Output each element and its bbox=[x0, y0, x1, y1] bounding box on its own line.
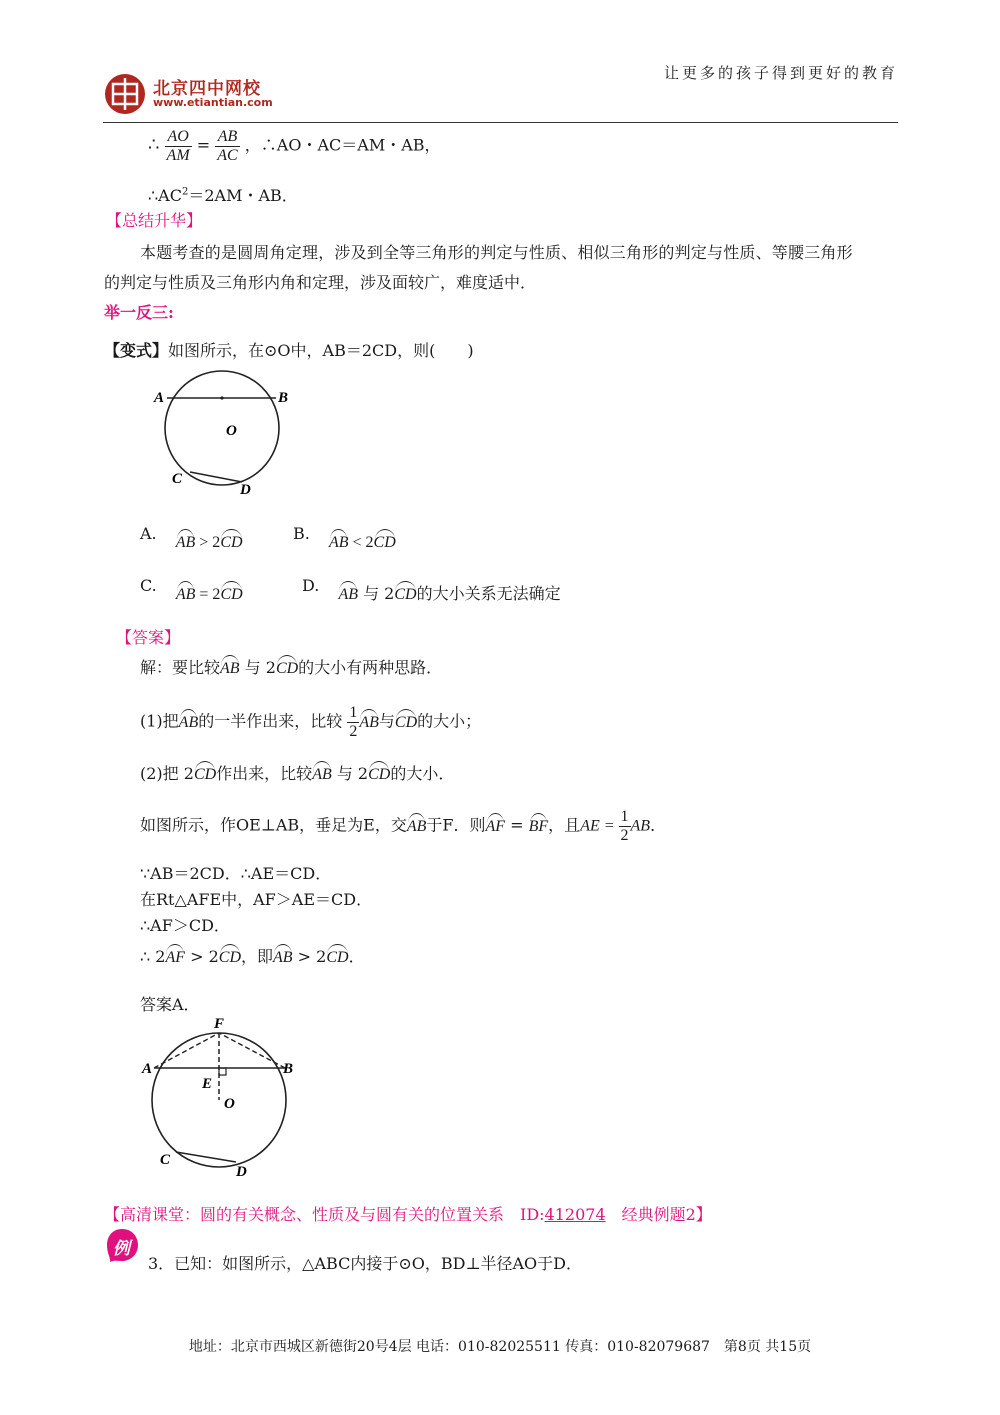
segment-af bbox=[154, 1033, 219, 1068]
example-text: 3．已知：如图所示，△ABC内接于⊙O，BD⊥半径AO于D． bbox=[148, 1254, 582, 1273]
label-c: C bbox=[172, 471, 183, 487]
label-a: A bbox=[154, 390, 165, 406]
answer-line1: 解：要比较AB 与 2CD的大小有两种思路． bbox=[140, 654, 442, 678]
option-d[interactable]: D. AB 与 2CD的大小关系无法确定 bbox=[302, 576, 561, 603]
header-logo bbox=[103, 72, 293, 117]
answer-line6: 在Rt△AFE中，AF＞AE＝CD． bbox=[140, 890, 373, 909]
label-d2: D bbox=[236, 1164, 247, 1180]
label-c2: C bbox=[160, 1152, 171, 1168]
answer-line8: ∴ 2AF > 2CD，即AB > 2CD． bbox=[140, 943, 365, 967]
summary-body-line1: 本题考查的是圆周角定理，涉及到全等三角形的判定与性质、相似三角形的判定与性质、等腰三角形 bbox=[140, 243, 853, 262]
logo-emblem-icon bbox=[103, 72, 147, 116]
proof-step-1: ∴ $\frac{AO}{AM}$ = $\frac{AB}{AC}$ ，∴AO・AC＝AM・AB， bbox=[148, 128, 441, 164]
fraction-ab-ac: $\frac{AB}{AC}$ bbox=[217, 128, 238, 164]
proof-step-2: $\therefore AC^2=2AM$・AB． bbox=[148, 186, 298, 205]
label-b2: B bbox=[283, 1061, 294, 1077]
footer-address: 地址：北京市西城区新德街20号4层 电话：010-82025511 传真：010-82079687 第8页 共15页 bbox=[188, 1339, 812, 1355]
circle-o bbox=[165, 371, 279, 485]
answer-final: 答案A． bbox=[140, 995, 200, 1014]
label-o2: O bbox=[224, 1096, 235, 1112]
label-b: B bbox=[278, 390, 289, 406]
answer-heading: 【答案】 bbox=[116, 628, 181, 647]
answer-line5: ∵AB＝2CD．∴AE＝CD． bbox=[140, 864, 332, 883]
option-b[interactable]: B. AB < 2CD bbox=[293, 524, 396, 551]
classroom-id-link[interactable]: 412074 bbox=[544, 1205, 606, 1224]
example-badge-icon: 例 bbox=[104, 1227, 140, 1263]
classroom-reference: 【高清课堂：圆的有关概念、性质及与圆有关的位置关系 ID:412074 经典例题2】 bbox=[104, 1205, 712, 1224]
option-c[interactable]: C. AB = 2CD bbox=[140, 576, 243, 603]
chord-cd bbox=[190, 472, 242, 482]
header-divider bbox=[103, 122, 898, 123]
answer-line4: 如图所示，作OE⊥AB，垂足为E，交AB于F．则AF = BF，且AE = $\frac{1}{2}$ AB． bbox=[140, 808, 667, 844]
label-o: O bbox=[226, 423, 237, 439]
answer-line2: (1)把AB的一半作出来，比较 $\frac{1}{2}$ AB与CD的大小； bbox=[140, 704, 482, 740]
label-a2: A bbox=[142, 1061, 153, 1077]
label-e2: E bbox=[202, 1076, 213, 1092]
logo-text: 北京四中网校 bbox=[153, 79, 261, 99]
summary-body-line2: 的判定与性质及三角形内角和定理，涉及面较广，难度适中． bbox=[104, 273, 537, 292]
label-f2: F bbox=[214, 1016, 225, 1032]
variant-question: 【变式】如图所示，在⊙O中，AB＝2CD，则( ) bbox=[104, 341, 474, 360]
segment-bf bbox=[219, 1033, 285, 1068]
label-d: D bbox=[240, 482, 251, 498]
right-angle-mark bbox=[219, 1068, 226, 1075]
figure-circle-1 bbox=[150, 365, 300, 500]
header-slogan: 让更多的孩子得到更好的教育 bbox=[663, 64, 898, 82]
option-a[interactable]: A. AB > 2CD bbox=[140, 524, 243, 551]
answer-line7: ∴AF＞CD． bbox=[140, 916, 230, 935]
figure-circle-2 bbox=[140, 1012, 310, 1182]
fraction-ao-am: $\frac{AO}{AM}$ bbox=[166, 128, 190, 164]
variant-section-heading: 举一反三: bbox=[104, 303, 174, 322]
logo-url: www.etiantian.com bbox=[153, 96, 273, 109]
summary-heading: 【总结升华】 bbox=[106, 211, 203, 230]
answer-line3: (2)把 2CD作出来，比较AB 与 2CD的大小． bbox=[140, 760, 454, 784]
